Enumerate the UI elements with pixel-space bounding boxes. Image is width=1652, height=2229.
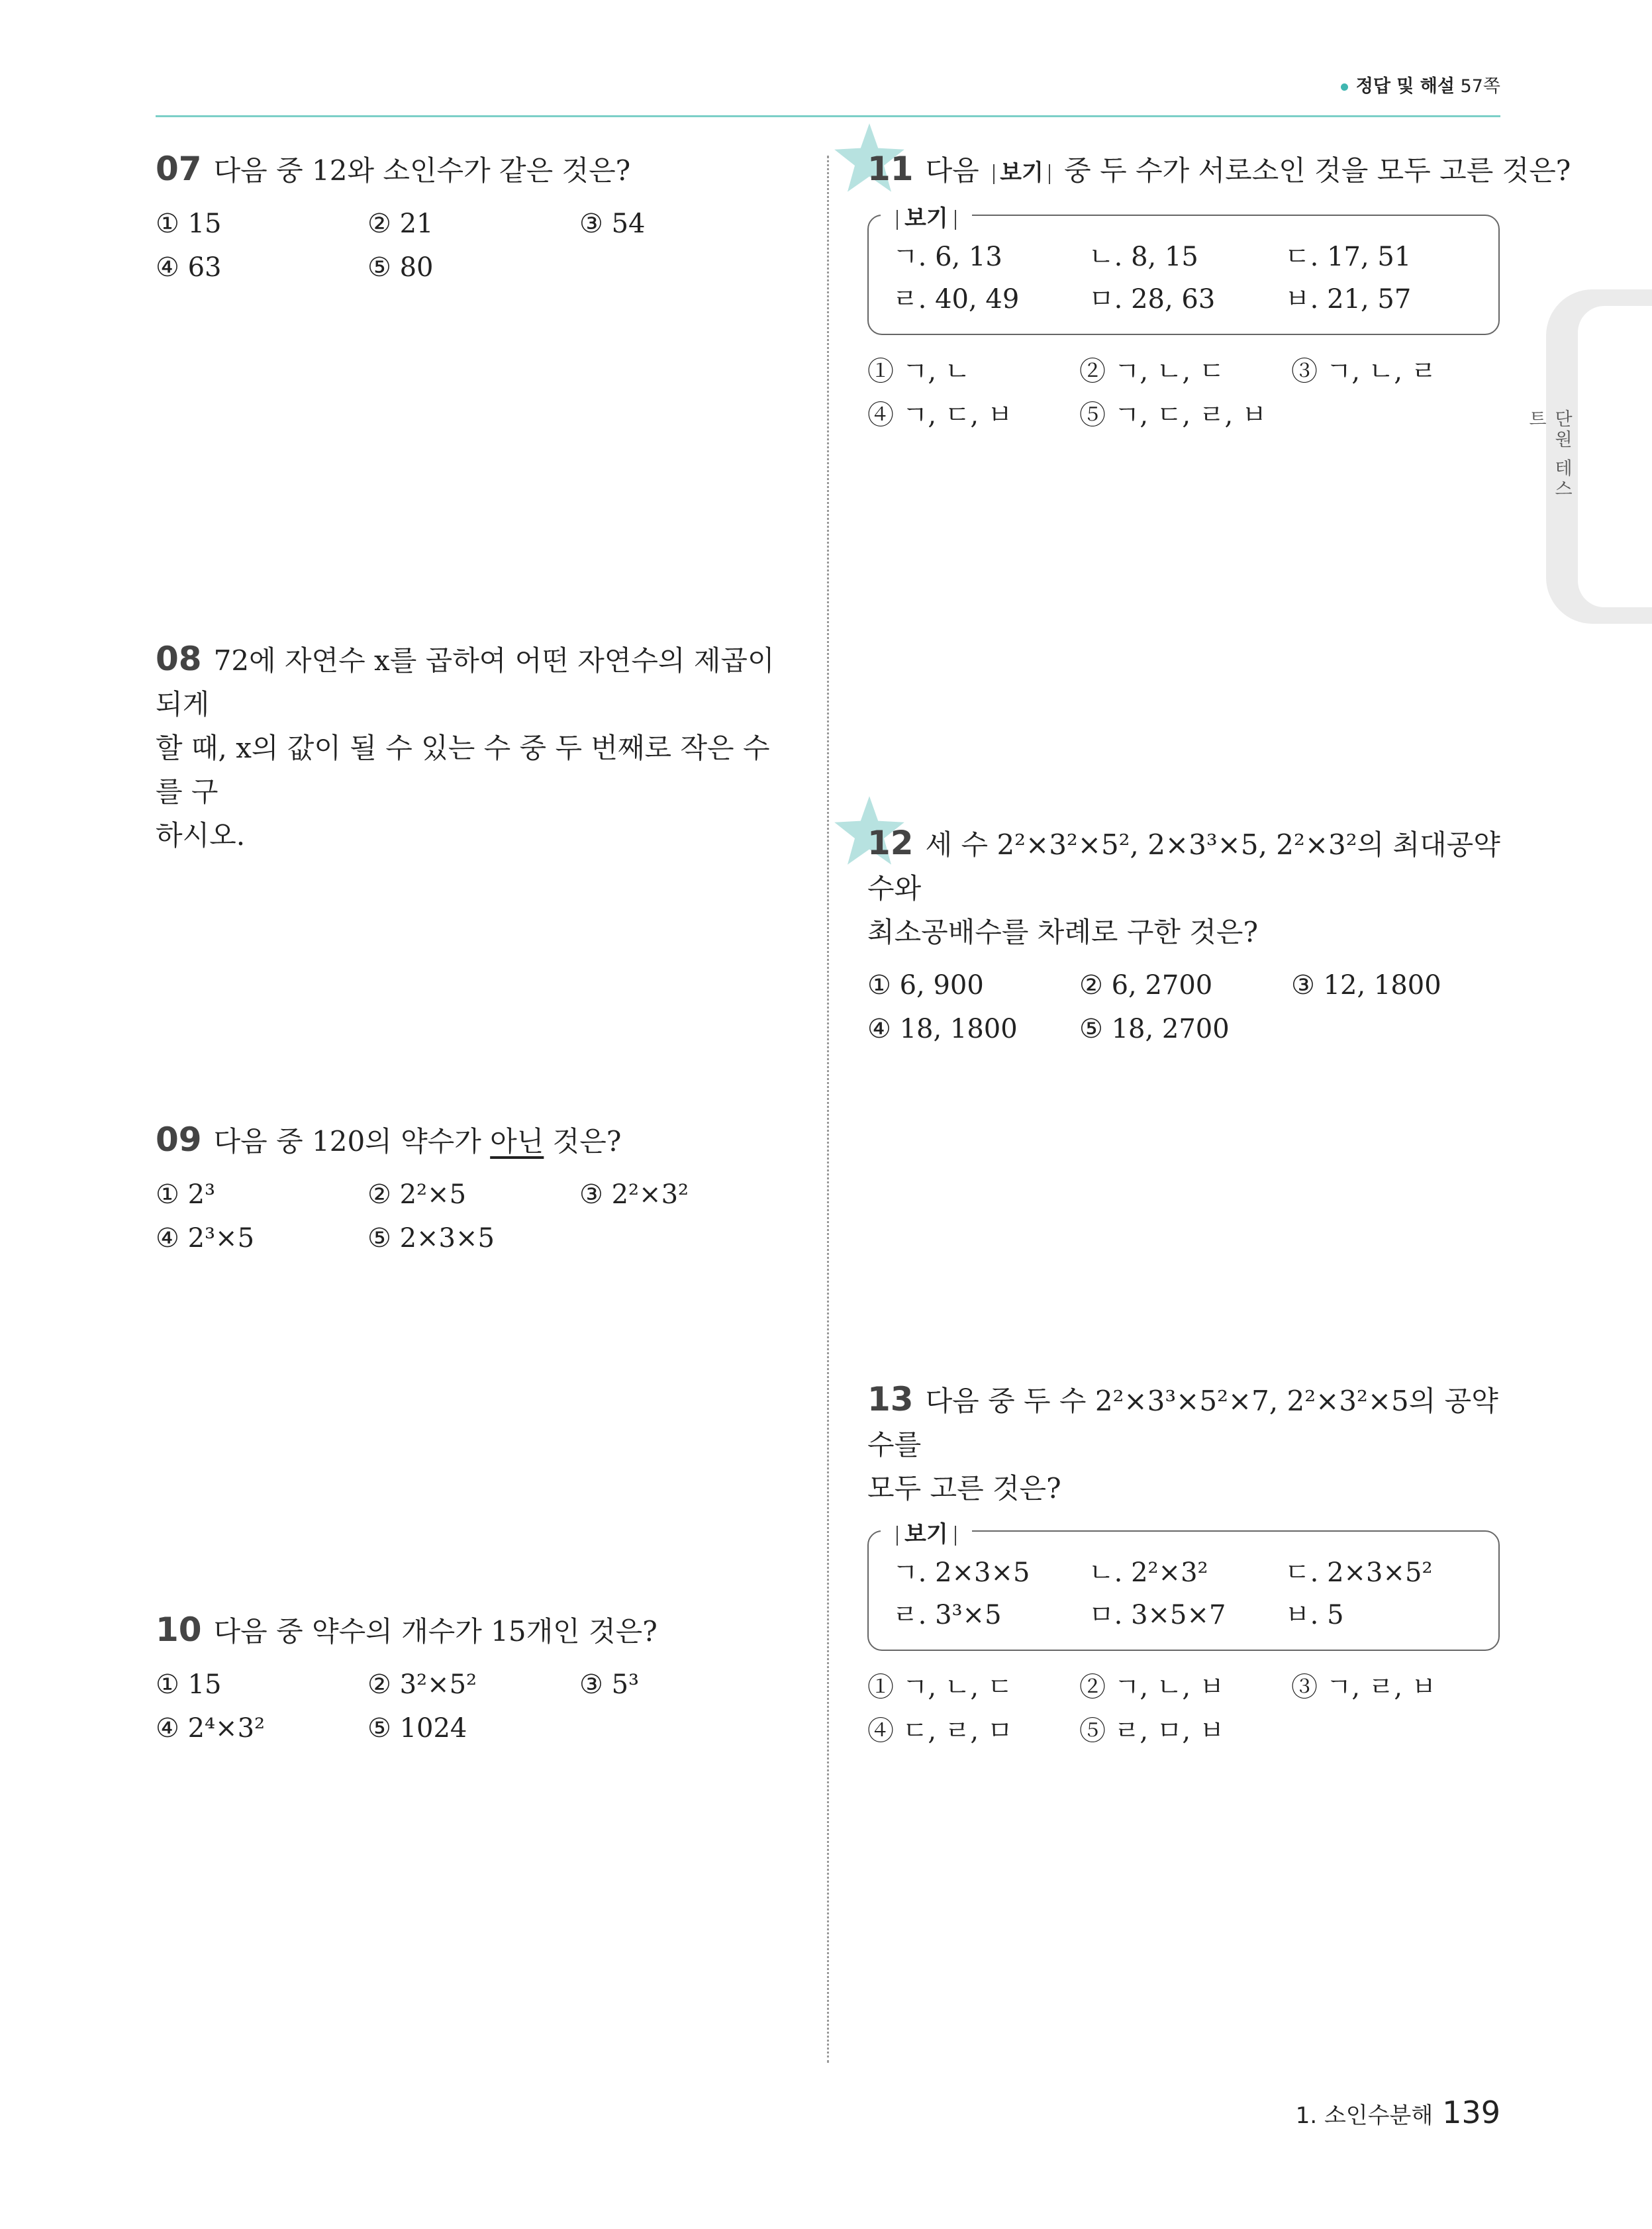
choice-2[interactable]: ② ㄱ, ㄴ, ㄷ — [1079, 356, 1225, 387]
question-text-line2: 최소공배수를 차례로 구한 것은? — [867, 916, 1259, 948]
choice-4[interactable]: ④ 63 — [156, 252, 222, 283]
choice-1[interactable]: ① ㄱ, ㄴ, ㄷ — [867, 1672, 1013, 1703]
bogi-label: 보기 — [881, 200, 972, 232]
question-text: 다음 중 약수의 개수가 15개인 것은? — [213, 1615, 657, 1648]
choice-list — [156, 202, 791, 289]
choice-2[interactable]: ② 3²×5² — [367, 1669, 477, 1700]
question-number: 07 — [156, 150, 202, 188]
side-tab-label: 단원 테스트 — [1526, 409, 1572, 500]
page-footer — [1296, 2095, 1500, 2130]
bogi-item: ㄴ. 2²×3² — [1089, 1558, 1208, 1588]
bogi-item: ㅁ. 3×5×7 — [1089, 1600, 1226, 1630]
column-divider — [827, 156, 829, 2063]
bogi-item: ㄴ. 8, 15 — [1089, 242, 1198, 272]
bogi-label: 보기 — [881, 1516, 972, 1548]
choice-5[interactable]: ⑤ 1024 — [367, 1713, 467, 1744]
question-number: 10 — [156, 1610, 202, 1649]
bogi-box — [867, 1521, 1500, 1651]
question-text-line1: 다음 중 두 수 2²×3³×5²×7, 2²×3²×5의 공약수를 — [867, 1385, 1498, 1461]
question-number: 11 — [867, 150, 914, 188]
choice-4[interactable]: ④ 2³×5 — [156, 1223, 255, 1254]
choice-4[interactable]: ④ 2⁴×3² — [156, 1713, 266, 1744]
bogi-item: ㅁ. 28, 63 — [1089, 284, 1216, 315]
question-09 — [156, 1118, 791, 1260]
question-text-before: 다음 중 120의 약수가 — [213, 1125, 491, 1158]
choice-4[interactable]: ④ ㄷ, ㄹ, ㅁ — [867, 1716, 1013, 1746]
choice-2[interactable]: ② 21 — [367, 209, 434, 239]
bogi-item: ㅂ. 5 — [1285, 1600, 1344, 1630]
question-11 — [867, 147, 1571, 437]
question-text-after: 것은? — [544, 1125, 622, 1158]
question-text-line1: 세 수 2²×3²×5², 2×3³×5, 2²×3²의 최대공약수와 — [867, 828, 1500, 905]
bogi-box — [867, 205, 1500, 335]
header-label-bold: 정답 및 해설 — [1355, 76, 1455, 97]
choice-1[interactable]: ① 6, 900 — [867, 970, 984, 1001]
header-label-page: 57쪽 — [1460, 76, 1500, 97]
bogi-item: ㄱ. 6, 13 — [893, 242, 1002, 272]
page-number: 139 — [1442, 2095, 1500, 2130]
bogi-item: ㄷ. 17, 51 — [1285, 242, 1412, 272]
question-text-line3: 하시오. — [156, 819, 246, 852]
choice-1[interactable]: ① 15 — [156, 209, 222, 239]
choice-4[interactable]: ④ ㄱ, ㄷ, ㅂ — [867, 400, 1013, 430]
bogi-item: ㄹ. 40, 49 — [893, 284, 1020, 315]
question-number: 09 — [156, 1120, 202, 1159]
header-answer-reference — [1341, 72, 1500, 97]
choice-3[interactable]: ③ ㄱ, ㄹ, ㅂ — [1291, 1672, 1437, 1703]
inline-bogi-label: 보기 — [988, 160, 1055, 186]
question-08 — [156, 637, 791, 858]
question-number: 12 — [867, 824, 914, 862]
choice-5[interactable]: ⑤ ㄱ, ㄷ, ㄹ, ㅂ — [1079, 400, 1267, 430]
choice-5[interactable]: ⑤ 2×3×5 — [367, 1223, 495, 1254]
question-text-before: 다음 — [925, 154, 979, 187]
choice-5[interactable]: ⑤ 18, 2700 — [1079, 1014, 1230, 1044]
question-number: 08 — [156, 640, 202, 678]
header-rule — [156, 115, 1500, 117]
choice-1[interactable]: ① 15 — [156, 1669, 222, 1700]
choice-4[interactable]: ④ 18, 1800 — [867, 1014, 1018, 1044]
choice-3[interactable]: ③ 2²×3² — [579, 1179, 689, 1210]
bogi-item: ㄱ. 2×3×5 — [893, 1558, 1030, 1588]
choice-5[interactable]: ⑤ 80 — [367, 252, 434, 283]
choice-5[interactable]: ⑤ ㄹ, ㅁ, ㅂ — [1079, 1716, 1225, 1746]
choice-list — [867, 350, 1571, 437]
question-text-underlined: 아닌 — [490, 1125, 544, 1158]
question-text-after: 중 두 수가 서로소인 것을 모두 고른 것은? — [1064, 154, 1571, 187]
choice-3[interactable]: ③ 5³ — [579, 1669, 640, 1700]
question-10 — [156, 1608, 791, 1750]
question-text-line2: 할 때, x의 값이 될 수 있는 수 중 두 번째로 작은 수를 구 — [156, 732, 770, 808]
choice-list — [156, 1173, 791, 1260]
question-text: 다음 중 12와 소인수가 같은 것은? — [213, 154, 631, 187]
choice-1[interactable]: ① ㄱ, ㄴ — [867, 356, 971, 387]
bogi-item: ㄹ. 3³×5 — [893, 1600, 1002, 1630]
choice-3[interactable]: ③ ㄱ, ㄴ, ㄹ — [1291, 356, 1437, 387]
question-text-line1: 72에 자연수 x를 곱하여 어떤 자연수의 제곱이 되게 — [156, 644, 775, 720]
bogi-item: ㅂ. 21, 57 — [1285, 284, 1412, 315]
question-text-line2: 모두 고른 것은? — [867, 1472, 1061, 1505]
side-tab-inner — [1578, 306, 1652, 607]
choice-2[interactable]: ② 6, 2700 — [1079, 970, 1213, 1001]
choice-list — [867, 964, 1503, 1051]
bogi-item: ㄷ. 2×3×5² — [1285, 1558, 1433, 1588]
choice-list — [156, 1663, 791, 1750]
choice-3[interactable]: ③ 12, 1800 — [1291, 970, 1441, 1001]
question-13 — [867, 1377, 1503, 1753]
chapter-title: 1. 소인수분해 — [1295, 2103, 1433, 2129]
question-12 — [867, 821, 1503, 1051]
choice-3[interactable]: ③ 54 — [579, 209, 646, 239]
question-07 — [156, 147, 791, 289]
choice-1[interactable]: ① 2³ — [156, 1179, 216, 1210]
choice-2[interactable]: ② 2²×5 — [367, 1179, 467, 1210]
choice-2[interactable]: ② ㄱ, ㄴ, ㅂ — [1079, 1672, 1225, 1703]
bullet-dot-icon — [1341, 83, 1348, 91]
question-number: 13 — [867, 1380, 914, 1418]
choice-list — [867, 1665, 1503, 1753]
